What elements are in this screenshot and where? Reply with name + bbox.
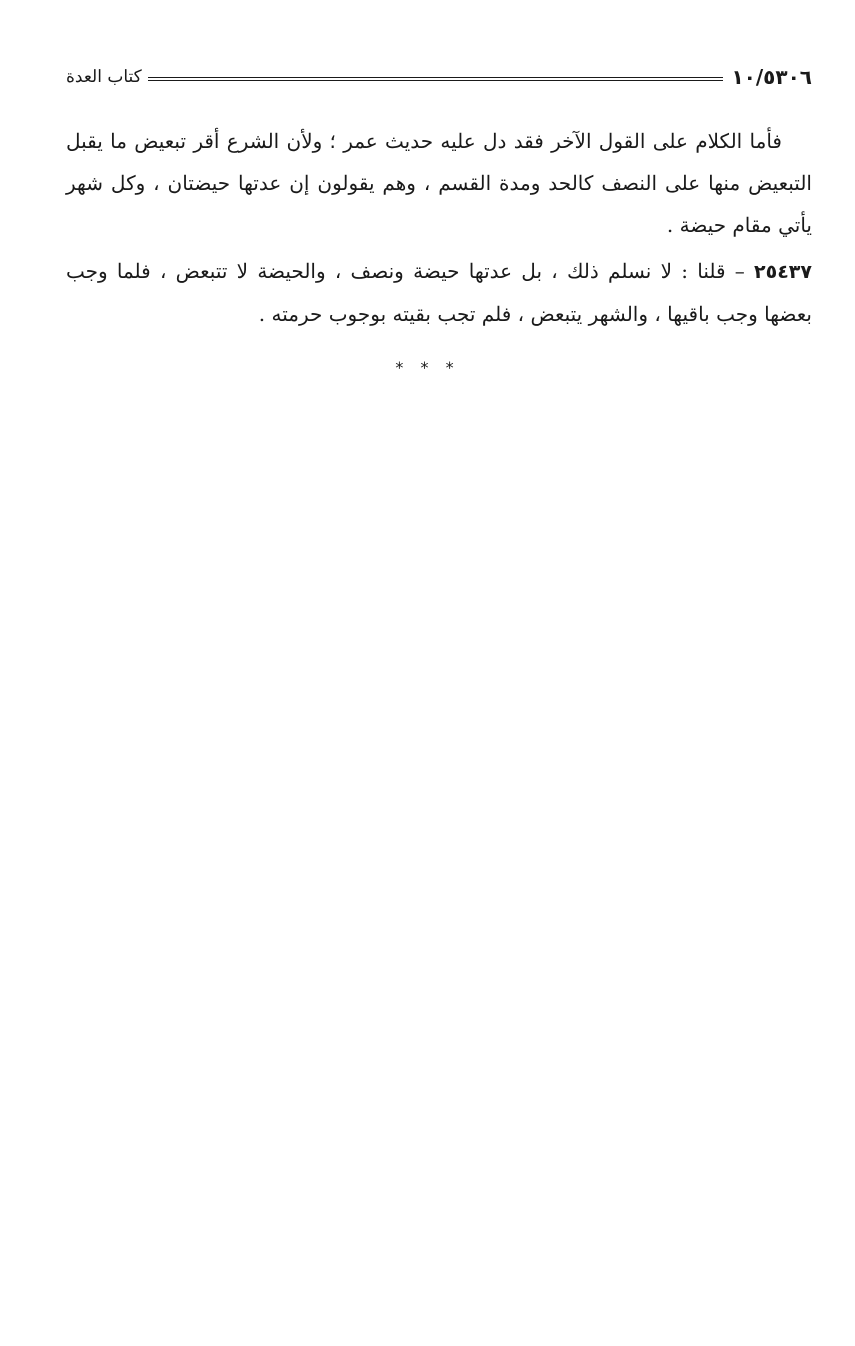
entry-number: ٢٥٤٣٧ — [754, 261, 812, 283]
body-text — [66, 120, 812, 335]
numbered-paragraph — [66, 250, 812, 335]
page-number: ١٠/٥٣٠٦ — [731, 65, 812, 89]
book-title: كتاب العدة — [66, 66, 142, 87]
header-rule — [148, 77, 724, 81]
section-separator: * * * — [395, 358, 460, 377]
running-header — [66, 62, 812, 92]
paragraph-text: – قلنا : لا نسلم ذلك ، بل عدتها حيضة ونصف ، والحيضة لا تتبعض ، فلما وجب بعضها وجب باقيها ، والشهر يتبعض ، فلم تجب بقيته بوجوب حرمته . — [66, 259, 812, 326]
paragraph: فأما الكلام على القول الآخر فقد دل عليه حديث عمر ؛ ولأن الشرع أقر تبعيض ما يقبل التبعيض منها على النصف كالحد ومدة القسم ، وهم يقولون إن عدتها حيضتان ، وكل شهر يأتي مقام حيضة . — [66, 129, 812, 237]
